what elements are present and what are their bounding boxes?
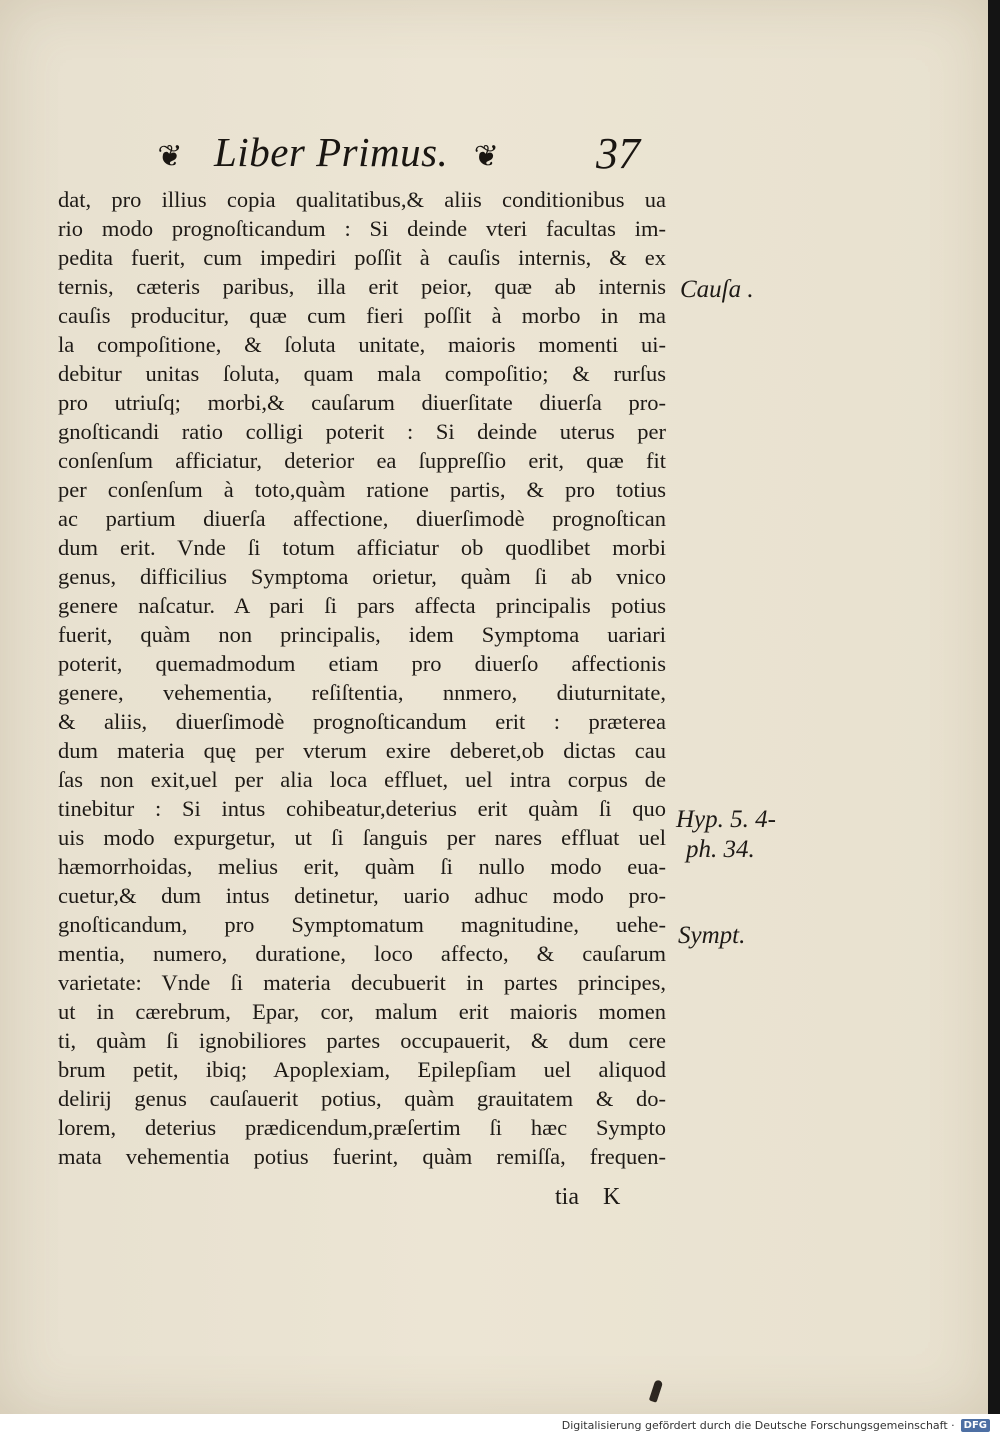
text-line: mentia, numero, duratione, loco affecto, & cauſarum [58, 941, 666, 966]
page-number: 37 [596, 129, 640, 178]
text-line: la compoſitione, & ſoluta unitate, maioris momenti ui- [58, 332, 666, 357]
digitization-credit-bar [0, 1414, 1000, 1437]
text-line: dat, pro illius copia qualitatibus,& aliis conditionibus ua [58, 187, 666, 212]
running-header [150, 128, 670, 178]
text-line: poterit, quemadmodum etiam pro diuerſo affectionis [58, 651, 666, 676]
catchword-line [555, 1184, 638, 1211]
text-line: pedita fuerit, cum impediri poſſit à cauſis internis, & ex [58, 245, 666, 270]
text-line: uis modo expurgetur, ut ſi ſanguis per nares effluat uel [58, 825, 666, 850]
text-line: ſas non exit,uel per alia loca effluet, uel intra corpus de [58, 767, 666, 792]
dfg-logo-icon: DFG [961, 1419, 990, 1432]
margin-note-hyp: Hyp. 5. 4- [676, 806, 776, 833]
text-line: per conſenſum à toto,quàm ratione partis, & pro totius [58, 477, 666, 502]
text-line: gnoſticandum, pro Symptomatum magnitudine, uehe- [58, 912, 666, 937]
text-line: tinebitur : Si intus cohibeatur,deterius erit quàm ſi quo [58, 796, 666, 821]
margin-note-sympt: Sympt. [678, 922, 746, 949]
text-line: cauſis producitur, quæ cum fieri poſſit à morbo in ma [58, 303, 666, 328]
text-line: brum petit, ibiq; Apoplexiam, Epilepſiam uel aliquod [58, 1057, 666, 1082]
text-line: genus, difficilius Symptoma orietur, quàm ſi ab vnico [58, 564, 666, 589]
text-line: conſenſum afficiatur, deterior ea ſuppreſſio erit, quæ fit [58, 448, 666, 473]
text-line: dum materia quę per vterum exire deberet,ob dictas cau [58, 738, 666, 763]
ink-blot-icon [649, 1379, 663, 1402]
text-line: fuerit, quàm non principalis, idem Symptoma uariari [58, 622, 666, 647]
text-line: ac partium diuerſa affectione, diuerſimodè prognoſtican [58, 506, 666, 531]
text-line: varietate: Vnde ſi materia decubuerit in partes principes, [58, 970, 666, 995]
text-line: ti, quàm ſi ignobiliores partes occupauerit, & dum cere [58, 1028, 666, 1053]
text-line: gnoſticandi ratio colligi poterit : Si deinde uterus per [58, 419, 666, 444]
text-line: delirij genus cauſauerit potius, quàm grauitatem & do- [58, 1086, 666, 1111]
text-line: rio modo prognoſticandum : Si deinde vteri facultas im- [58, 216, 666, 241]
text-line: hæmorrhoidas, melius erit, quàm ſi nullo modo eua- [58, 854, 666, 879]
catchword: tia [555, 1184, 579, 1210]
text-line: lorem, deterius prædicendum,præſertim ſi hæc Sympto [58, 1115, 666, 1140]
text-line: ut in cærebrum, Epar, cor, malum erit maioris momen [58, 999, 666, 1024]
margin-note-ph: ph. 34. [686, 836, 755, 863]
margin-note-causa: Cauſa . [680, 276, 754, 303]
running-title: Liber Primus. [214, 129, 449, 175]
fleuron-left-icon: ❦ [157, 140, 183, 173]
text-line: mata vehementia potius fuerint, quàm remiſſa, frequen- [58, 1144, 666, 1169]
text-line: cuetur,& dum intus detinetur, uario adhuc modo pro- [58, 883, 666, 908]
text-line: pro utriuſq; morbi,& cauſarum diuerſitate diuerſa pro- [58, 390, 666, 415]
text-line: genere naſcatur. A pari ſi pars affecta principalis potius [58, 593, 666, 618]
text-line: debitur unitas ſoluta, quam mala compoſitio; & rurſus [58, 361, 666, 386]
signature-mark: K [603, 1184, 621, 1210]
text-line: & aliis, diuerſimodè prognoſticandum erit : præterea [58, 709, 666, 734]
text-line: genere, vehementia, reſiſtentia, nnmero, diuturnitate, [58, 680, 666, 705]
body-text [58, 185, 666, 1171]
credit-text: Digitalisierung gefördert durch die Deutsche Forschungsgemeinschaft · [561, 1419, 955, 1432]
text-line: dum erit. Vnde ſi totum afficiatur ob quodlibet morbi [58, 535, 666, 560]
fleuron-right-icon: ❦ [473, 140, 499, 173]
text-line: ternis, cæteris paribus, illa erit peior, quæ ab internis [58, 274, 666, 299]
